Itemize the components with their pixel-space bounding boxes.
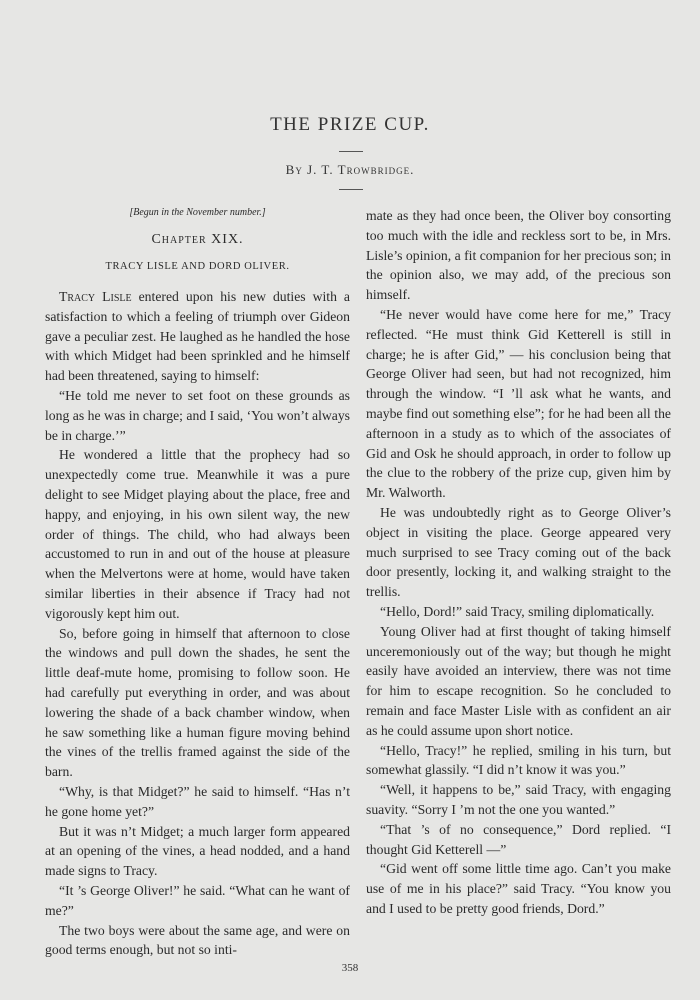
byline: By J. T. Trowbridge.	[285, 162, 415, 177]
right-column	[366, 206, 671, 919]
paragraph: “He never would have come here for me,” Tracy reflected. “He must think Gid Ketterell is still in charge; he is after Gid,” — his conclusion being that George Oliver had seen, but had not recognized, him through the window. “I ’ll ask what he wants, and maybe find out something else”; for he had been all the afternoon in a study as to which of the associates of Gid and Osk he should approach, in order to follow up the clue to the robbery of the prize cup, given him by Mr. Walworth.	[366, 306, 671, 501]
paragraph: The two boys were about the same age, and were on good terms enough, but not so inti-	[45, 922, 350, 958]
begun-note: [Begun in the November number.]	[129, 207, 266, 218]
paragraph-continuation: mate as they had once been, the Oliver boy consorting too much with the idle and reckless sort to be, in Mrs. Lisle’s opinion, a fit companion for her precious son; in the opinion also, we may add, of the precious son himself.	[366, 208, 671, 303]
article-title: THE PRIZE CUP.	[270, 114, 430, 135]
paragraph: Young Oliver had at first thought of taking himself unceremoniously out of the way; but though he might easily have avoided an interview, there was not time for him to escape recognition. So he concluded to remain and face Master Lisle with as confident an air as he could assume upon short notice.	[366, 623, 671, 738]
page-number: 358	[341, 962, 359, 974]
paragraph: He was undoubtedly right as to George Oliver’s object in visiting the place. George appeared very much surprised to see Tracy coming out of the back door presently, locking it, and walking straight to the trellis.	[366, 504, 671, 600]
paragraph: “Why, is that Midget?” he said to himself. “Has n’t he gone home yet?”	[45, 783, 350, 819]
left-column	[45, 206, 350, 960]
paragraph: So, before going in himself that afternoon to close the windows and pull down the shades, he sent the little deaf-mute home, promising to follow soon. He had carefully put everything in order, and was about lowering the shade of a back chamber window, when he saw something like a human figure moving behind the vines of the trellis framed against the side of the barn.	[45, 625, 350, 780]
chapter-heading: Chapter XIX.	[151, 232, 244, 247]
paragraph: “Well, it happens to be,” said Tracy, with engaging suavity. “Sorry I ’m not the one you wanted.”	[366, 782, 671, 817]
paragraph: He wondered a little that the prophecy had so unexpectedly come true. Meanwhile it was a pure delight to see Midget playing about the place, free and happy, and enjoying, in his own silent way, the new order of things. The child, who had always been accustomed to run in and out of the house at pleasure when the Melvertons were at home, would have taken similar liberties in their absence if Tracy had not vigorously kept him out.	[45, 447, 350, 621]
chapter-subhead: TRACY LISLE AND DORD OLIVER.	[105, 261, 290, 272]
paragraph: “Hello, Dord!” said Tracy, smiling diplomatically.	[380, 603, 655, 619]
lead-name: Tracy Lisle	[59, 289, 132, 304]
paragraph: “It ’s George Oliver!” he said. “What can he want of me?”	[45, 882, 350, 918]
paragraph: But it was n’t Midget; a much larger form appeared at an opening of the vines, a head nodded, and a hand made signs to Tracy.	[45, 823, 350, 879]
paragraph: “Hello, Tracy!” he replied, smiling in his turn, but somewhat glassily. “I did n’t know it was you.”	[366, 742, 671, 778]
paragraph: “He told me never to set foot on these grounds as long as he was in charge; and I said, ‘You won’t always be in charge.’”	[45, 387, 350, 443]
paragraph: “Gid went off some little time ago. Can’t you make use of me in his place?” said Tracy. “You know you and I used to be pretty good friends, Dord.”	[366, 861, 671, 916]
paragraph-text: entered upon his new duties with a satisfaction to which a feeling of triumph over Gideon gave a peculiar zest. He laughed as he handled the hose with which Midget had been sprinkled and he himself had been threatened, saying to himself:	[45, 289, 351, 384]
byline-rule	[339, 189, 363, 190]
paragraph: “That ’s of no consequence,” Dord replied. “I thought Gid Ketterell —”	[366, 821, 671, 857]
paragraph	[45, 287, 350, 386]
title-rule	[339, 151, 363, 152]
